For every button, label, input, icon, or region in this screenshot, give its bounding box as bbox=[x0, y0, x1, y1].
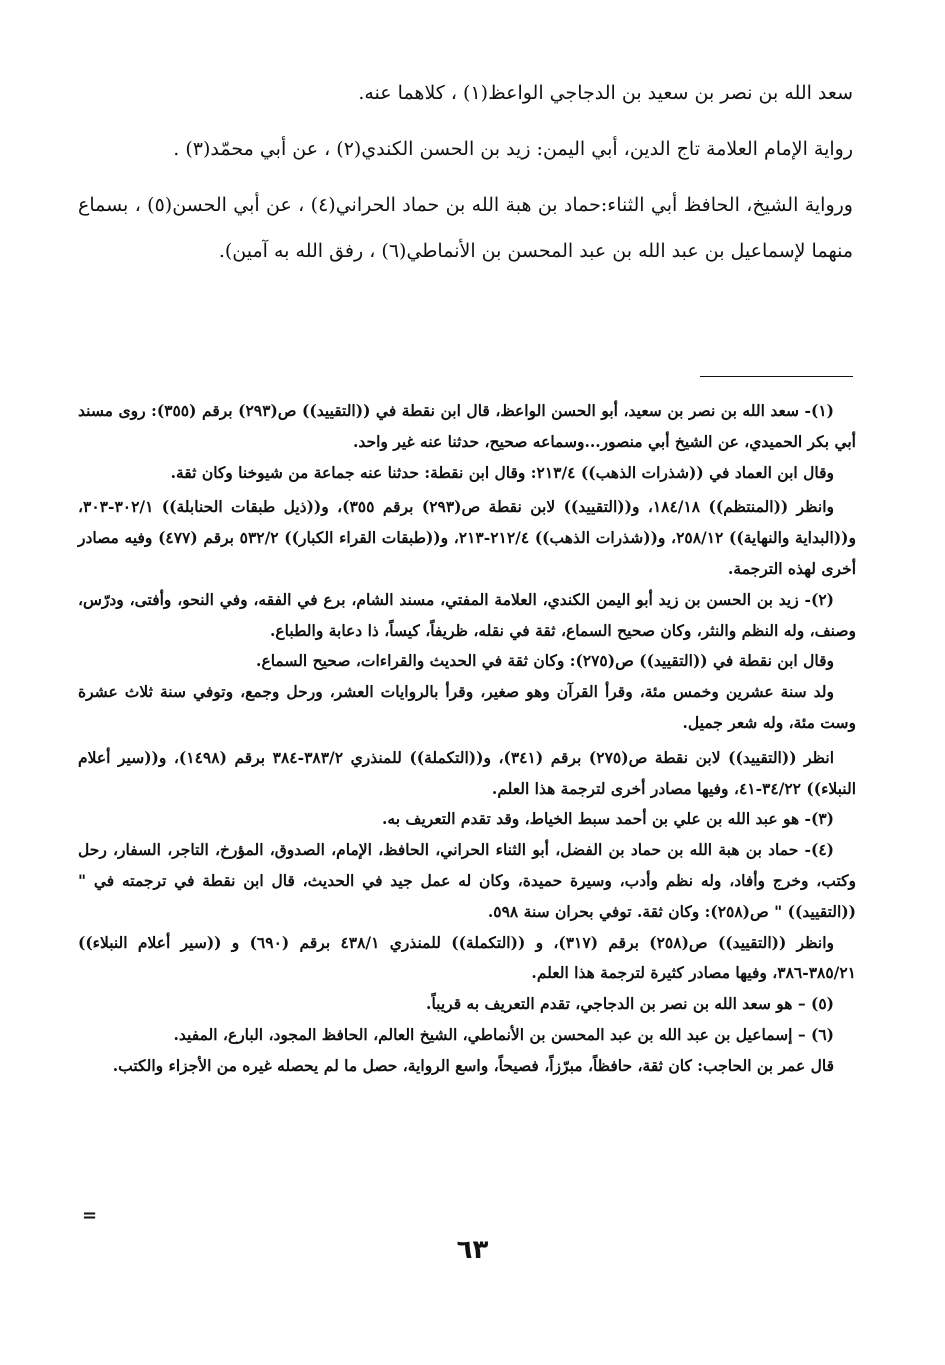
footnote-4: (٤)- حماد بن هبة الله بن حماد بن الفضل، أبو الثناء الحراني، الحافظ، الإمام، الصدوق، المؤرخ، التاجر، السفار، رحل وكتب، وخرج وأفاد، وله نظم وأدب، وسيرة حميدة، وكان له عمل جيد في الحديث، قال ابن نقطة في ترجمته في "((التقييد)) " ص(٢٥٨): وكان ثقة. توفي بحران سنة ٥٩٨. bbox=[78, 840, 856, 921]
footnote-4-paragraph: وانظر ((التقييد)) ص(٢٥٨) برقم (٣١٧)، و ((التكملة)) للمنذري ٤٣٨/١ برقم (٦٩٠) و ((سير أعلام النبلاء)) ٣٨٥/٢١-٣٨٦، وفيها مصادر كثيرة لترجمة هذا العلم. bbox=[78, 932, 856, 983]
main-paragraph: ورواية الشيخ، الحافظ أبي الثناء:حماد بن هبة الله بن حماد الحراني(٤) ، عن أبي الحسن(٥) ، بسماع منهما لإسماعيل بن عبد الله بن عبد المحسن بن الأنماطي(٦) ، رفق الله به آمين). bbox=[78, 194, 853, 262]
page-number: ٦٣ bbox=[456, 1235, 489, 1265]
footnote-3: (٣)- هو عبد الله بن علي بن أحمد سبط الخياط، وقد تقدم التعريف به. bbox=[382, 809, 834, 829]
footnotes-block bbox=[78, 396, 856, 1082]
main-paragraph: رواية الإمام العلامة تاج الدين، أبي اليمن: زيد بن الحسن الكندي(٢) ، عن أبي محمّد(٣) . bbox=[173, 138, 853, 160]
footnote-6: (٦) – إسماعيل بن عبد الله بن عبد المحسن بن الأنماطي، الشيخ العالم، الحافظ المجود، البارع، المفيد. bbox=[173, 1024, 834, 1044]
footnote-2-paragraph: وقال ابن نقطة في ((التقييد)) ص(٢٧٥): وكان ثقة في الحديث والقراءات، صحيح السماع. bbox=[256, 651, 834, 671]
main-paragraph: سعد الله بن نصر بن سعيد بن الدجاجي الواعظ(١) ، كلاهما عنه. bbox=[358, 82, 853, 104]
footnote-1: (١)- سعد الله بن نصر بن سعيد، أبو الحسن الواعظ، قال ابن نقطة في ((التقييد)) ص(٢٩٣) برقم (٣٥٥): روى مسند أبي بكر الحميدي، عن الشيخ أبي منصور...وسماعه صحيح، حدثنا عنه غير واحد. bbox=[78, 401, 856, 451]
footnote-1-paragraph: وقال ابن العماد في ((شذرات الذهب)) ٢١٣/٤: وقال ابن نقطة: حدثنا عنه جماعة من شيوخنا وكان ثقة. bbox=[170, 462, 834, 482]
footnote-1-paragraph: وانظر ((المنتظم)) ١٨٤/١٨، و((التقييد)) لابن نقطة ص(٢٩٣) برقم ٣٥٥)، و((ذيل طبقات الحنابلة)) ٣٠٢/١-٣٠٣، و((البداية والنهاية)) ٢٥٨/١٢، و((شذرات الذهب)) ٢١٢/٤-٢١٣، و((طبقات القراء الكبار)) ٥٣٢/٢ برقم (٤٧٧) وفيه مصادر أخرى لهذه الترجمة. bbox=[78, 497, 856, 578]
footnote-6-paragraph: قال عمر بن الحاجب: كان ثقة، حافظاً، مبرّزاً، فصيحاً، واسع الرواية، حصل ما لم يحصله غيره من الأجزاء والكتب. bbox=[112, 1055, 834, 1075]
continuation-mark: = bbox=[82, 1205, 98, 1226]
footnote-2: (٢)- زيد بن الحسن بن زيد أبو اليمن الكندي، العلامة المفتي، مسند الشام، برع في الفقه، وفي النحو، وأفتى، ودرّس، وصنف، وله النظم والنثر، وكان صحيح السماع، ثقة في نقله، ظريفاً، كيساً، ذا دعابة والطباع. bbox=[78, 589, 856, 640]
main-text-block bbox=[78, 70, 853, 274]
footnote-2-paragraph: ولد سنة عشرين وخمس مئة، وقرأ القرآن وهو صغير، وقرأ بالروايات العشر، ورحل وجمع، وتوفي سنة ثلاث عشرة وست مئة، وله شعر جميل. bbox=[78, 682, 856, 732]
footnote-2-paragraph: انظر ((التقييد)) لابن نقطة ص(٢٧٥) برقم (٣٤١)، و((التكملة)) للمنذري ٣٨٣/٢-٣٨٤ برقم (١٤٩٨)، و((سير أعلام النبلاء)) ٣٤/٢٢-٤١، وفيها مصادر أخرى لترجمة هذا العلم. bbox=[78, 747, 856, 798]
footnote-5: (٥) – هو سعد الله بن نصر بن الدجاجي، تقدم التعريف به قريباً. bbox=[426, 994, 834, 1014]
footnote-separator bbox=[700, 376, 853, 377]
